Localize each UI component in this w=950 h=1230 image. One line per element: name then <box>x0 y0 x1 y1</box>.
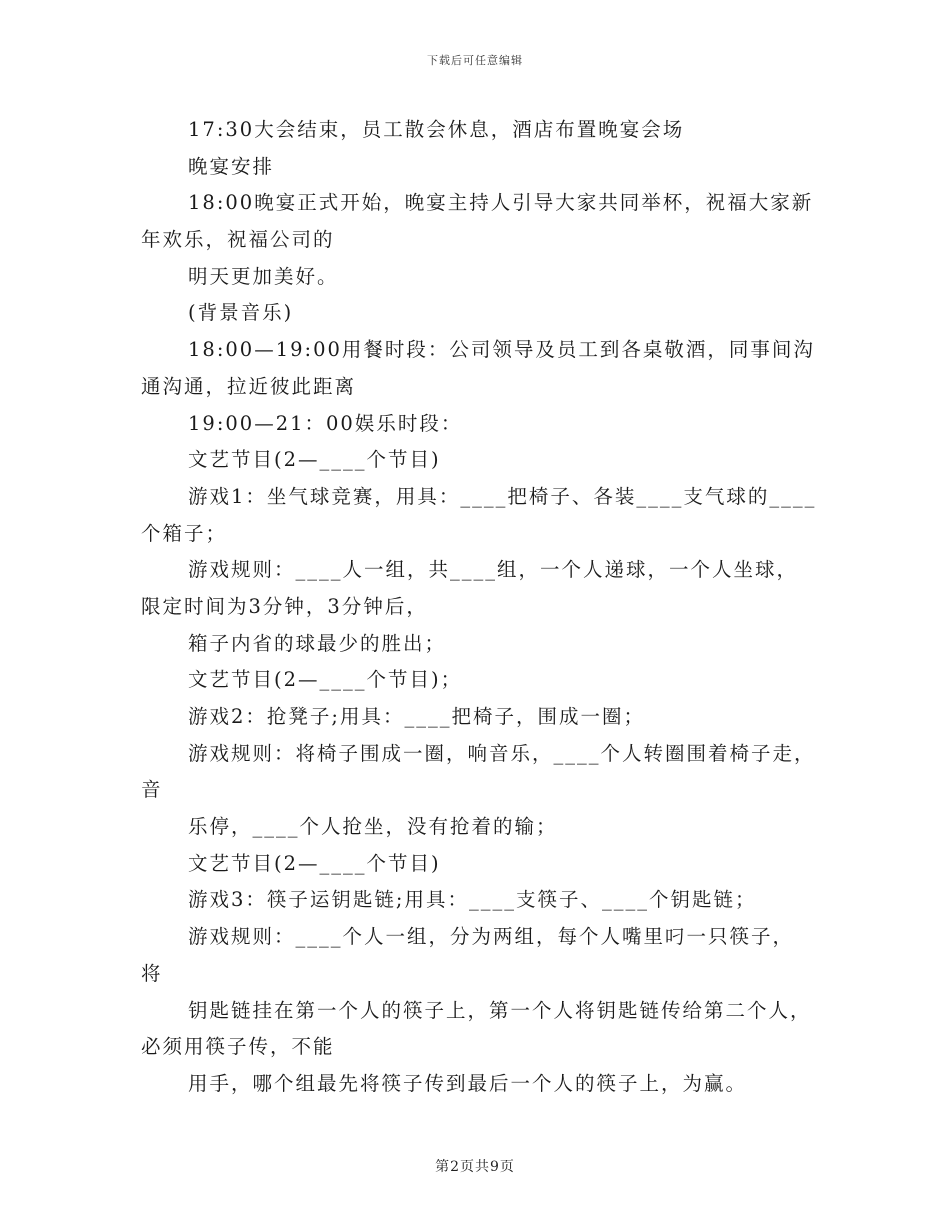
paragraph-line: 钥匙链挂在第一个人的筷子上，第一个人将钥匙链传给第二个人， <box>188 998 812 1022</box>
paragraph-line: 游戏规则：____个人一组，分为两组，每个人嘴里叼一只筷子， <box>188 925 795 949</box>
paragraph-line: 17:30大会结束，员工散会休息，酒店布置晚宴会场 <box>188 118 685 141</box>
paragraph-line: 乐停，____个人抢坐，没有抢着的输； <box>188 815 558 839</box>
paragraph-line: 音 <box>141 778 163 802</box>
paragraph-line: 限定时间为3分钟，3分钟后， <box>141 594 428 618</box>
paragraph-line: 晚宴安排 <box>188 154 275 178</box>
paragraph-line: 通沟通，拉近彼此距离 <box>141 374 357 398</box>
paragraph-line: 文艺节目(2—____个节目) <box>188 448 441 472</box>
paragraph-line: 文艺节目(2—____个节目) <box>188 851 441 875</box>
paragraph-line: 游戏规则：____人一组，共____组，一个人递球，一个人坐球， <box>188 558 799 582</box>
paragraph-line: (背景音乐) <box>188 301 294 325</box>
paragraph-line: 文艺节目(2—____个节目)； <box>188 668 463 692</box>
paragraph-line: 用手，哪个组最先将筷子传到最后一个人的筷子上，为赢。 <box>188 1071 748 1095</box>
paragraph-line: 将 <box>141 961 163 985</box>
paragraph-line: 游戏2：抢凳子;用具：____把椅子，围成一圈； <box>188 705 645 728</box>
paragraph-line: 年欢乐，祝福公司的 <box>141 228 335 252</box>
paragraph-line: 游戏规则：将椅子围成一圈，响音乐，____个人转圈围着椅子走， <box>188 741 816 765</box>
paragraph-line: 必须用筷子传，不能 <box>141 1035 335 1059</box>
paragraph-line: 18:00晚宴正式开始，晚宴主持人引导大家共同举杯，祝福大家新 <box>188 191 814 215</box>
paragraph-line: 游戏3：筷子运钥匙链;用具：____支筷子、____个钥匙链； <box>188 888 757 912</box>
paragraph-line: 明天更加美好。 <box>188 264 339 288</box>
paragraph-line: 游戏1：坐气球竞赛，用具：____把椅子、各装____支气球的____ <box>188 484 817 508</box>
paragraph-line: 个箱子； <box>141 521 228 545</box>
paragraph-line: 箱子内省的球最少的胜出； <box>188 631 447 655</box>
paragraph-line: 18:00—19:00用餐时段：公司领导及员工到各桌敬酒，同事间沟 <box>188 338 815 362</box>
document-body <box>141 112 817 1103</box>
page-header: 下载后可任意编辑 <box>427 54 523 67</box>
page-footer: 第2页共9页 <box>435 1159 515 1175</box>
paragraph-line: 19:00—21：00娱乐时段： <box>188 411 463 435</box>
